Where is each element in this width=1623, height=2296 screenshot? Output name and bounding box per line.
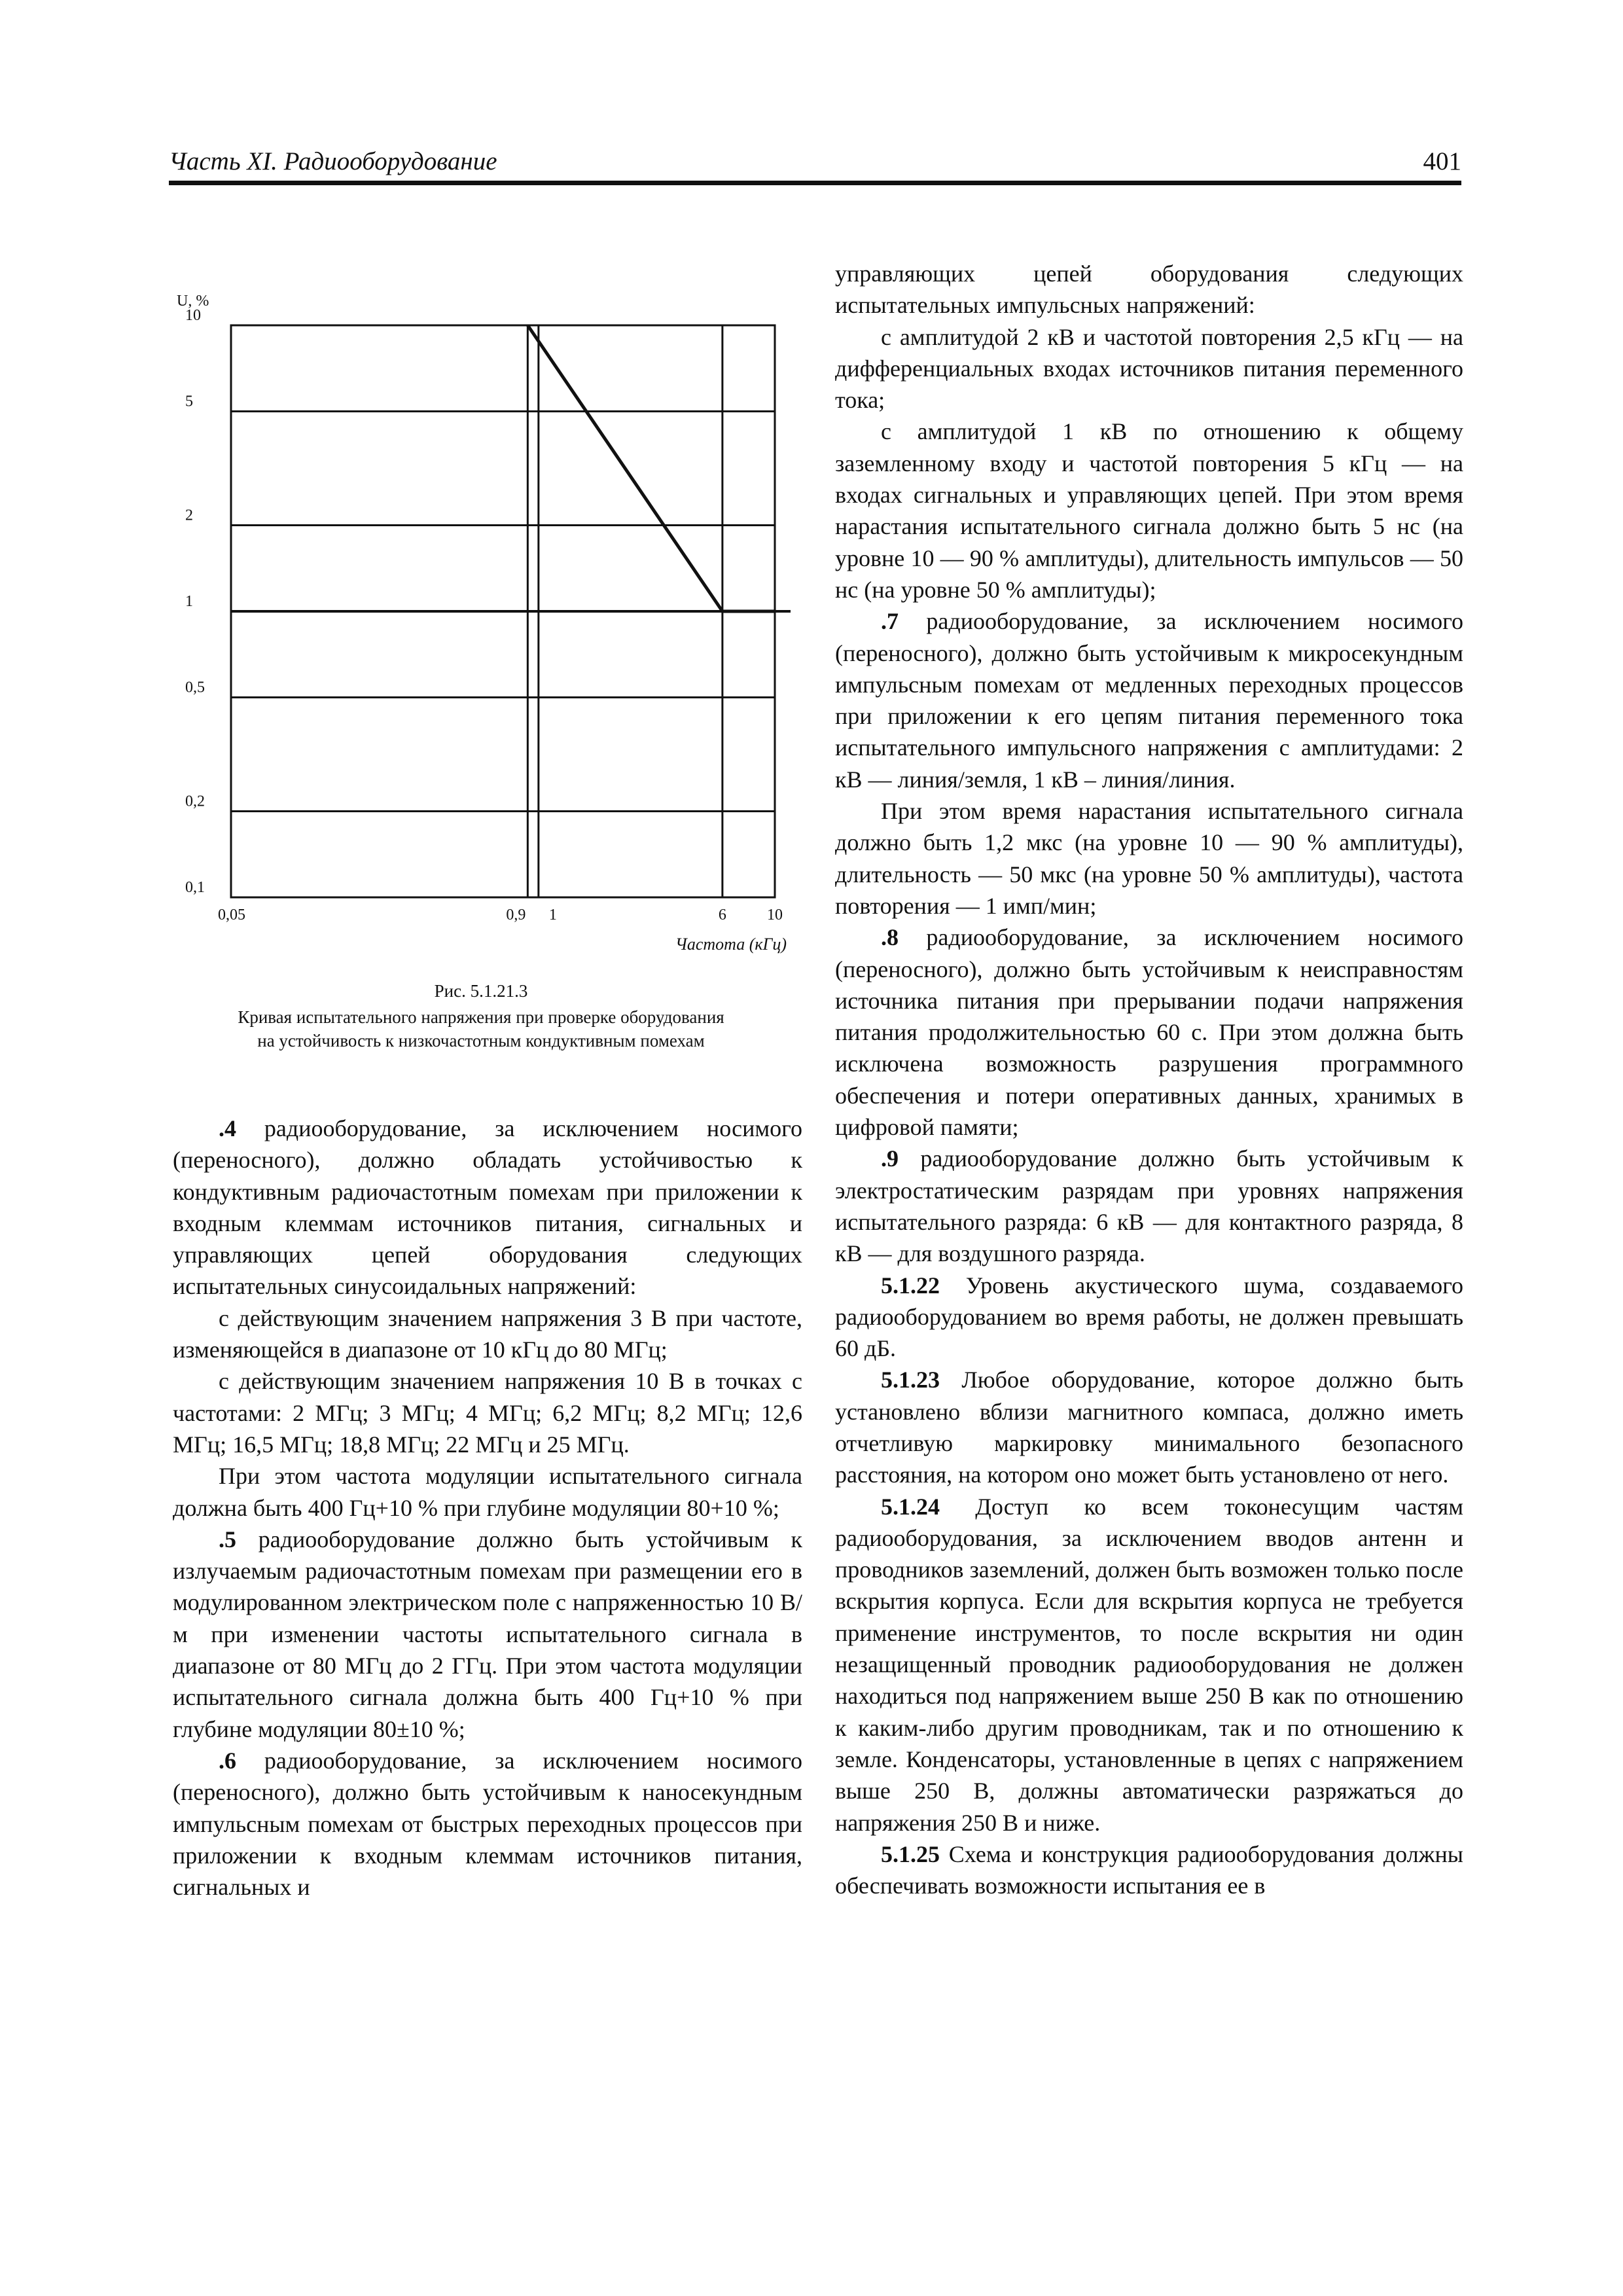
paragraph [835, 795, 1463, 922]
paragraph [173, 1524, 802, 1745]
paragraph [835, 1270, 1463, 1365]
clause-number: 5.1.22 [881, 1272, 940, 1299]
y-tick-label: 5 [185, 393, 193, 410]
paragraph-text: При этом время нарастания испытательного сигнала должно быть 1,2 мкс (на уровне 10 — 90 % амплитуды), длительность — 50 мкс (на уровне 50 % амплитуды), частота повторения — 1 имп/мин; [835, 798, 1463, 919]
paragraph [173, 1365, 802, 1460]
figure-chart [157, 275, 805, 956]
paragraph-text: радиооборудование, за исключением носимого (переносного), должно быть устойчивым к наносекундным импульсным помехам от быстрых переходных процессов при приложении к входным клеммам источников питания, сигнальных и [173, 1747, 802, 1901]
clause-number: .8 [881, 924, 899, 951]
paragraph [835, 321, 1463, 416]
clause-number: .4 [219, 1115, 236, 1141]
paragraph-text: Уровень акустического шума, создаваемого радиооборудованием во время работы, не должен превышать 60 дБ. [835, 1272, 1463, 1362]
paragraph [173, 1302, 802, 1366]
data-series-line [527, 325, 775, 611]
x-tick-label: 1 [548, 906, 557, 924]
x-tick-label: 0,05 [218, 906, 245, 924]
paragraph [173, 1460, 802, 1524]
paragraph-text: Доступ ко всем токонесущим частям радиооборудования, за исключением вводов антенн и проводников заземлений, должен быть возможен только после вскрытия корпуса. Если для вскрытия корпуса не требуется применение инструментов, то после вскрытия ни один незащищенный проводник радиооборудования не должен находиться под напряжением выше 250 В как по отношению к каким-либо другим проводникам, так и по отношению к земле. Конденсаторы, установленные в цепях с напряжением выше 250 В, должны автоматически разряжаться до напряжения 250 В и ниже. [835, 1493, 1463, 1836]
left-text-column [173, 1113, 802, 1903]
x-tick-label: 10 [767, 906, 783, 924]
y-tick-label: 2 [185, 507, 193, 524]
paragraph [835, 1839, 1463, 1902]
paragraph-text: с амплитудой 2 кВ и частотой повторения 2,5 кГц — на дифференциальных входах источников питания переменного тока; [835, 323, 1463, 414]
paragraph [835, 416, 1463, 605]
paragraph [835, 1143, 1463, 1269]
y-tick-label: 1 [185, 593, 193, 610]
clause-number: .7 [881, 608, 899, 635]
y-tick-label: 0,1 [185, 879, 205, 896]
paragraph-text: радиооборудование должно быть устойчивым к электростатическим разрядам при уровнях напряжения испытательного разряда: 6 кВ — для контактного разряда, 8 кВ — для воздушного разряда. [835, 1145, 1463, 1267]
clause-number: .9 [881, 1145, 899, 1172]
header-rule [169, 181, 1461, 185]
x-tick-label: 6 [718, 906, 726, 924]
paragraph-text: Любое оборудование, которое должно быть установлено вблизи магнитного компаса, должно иметь отчетливую маркировку минимального безопасного расстояния, на котором оно может быть установлено от него. [835, 1367, 1463, 1488]
chart-svg [157, 275, 805, 956]
y-tick-label: 10 [185, 307, 201, 324]
paragraph-text: с амплитудой 1 кВ по отношению к общему заземленному входу и частотой повторения 5 кГц — на входах сигнальных и управляющих цепей. При этом время нарастания испытательного сигнала должно быть 5 нс (на уровне 10 — 90 % амплитуды), длительность импульсов — 50 нс (на уровне 50 % амплитуды); [835, 418, 1463, 603]
running-title: Часть XI. Радиооборудование [169, 147, 497, 175]
x-tick-label: 0,9 [506, 906, 526, 924]
figure-number: Рис. 5.1.21.3 [434, 981, 528, 1001]
figure-caption [157, 1005, 805, 1052]
paragraph-text: радиооборудование, за исключением носимого (переносного), должно быть устойчивым к неисправностям источника питания при прерывании подачи напряжения питания продолжительностью 60 с. При этом должна быть исключена возможность разрушения программного обеспечения и потери оперативных данных, хранимых в цифровой памяти; [835, 924, 1463, 1141]
paragraph-text: управляющих цепей оборудования следующих испытательных импульсных напряжений: [835, 260, 1463, 319]
clause-number: .6 [219, 1747, 236, 1774]
clause-number: 5.1.23 [881, 1367, 940, 1393]
paragraph-text: с действующим значением напряжения 3 В при частоте, изменяющейся в диапазоне от 10 кГц до 80 МГц; [173, 1304, 802, 1363]
paragraph [173, 1113, 802, 1302]
paragraph [835, 1491, 1463, 1839]
clause-number: 5.1.25 [881, 1840, 940, 1867]
paragraph [835, 1364, 1463, 1490]
paragraph-text: радиооборудование должно быть устойчивым к излучаемым радиочастотным помехам при размещении его в модулированном электрическом поле с напряженностью 10 В/м при изменении частоты испытательного сигнала в диапазоне от 80 МГц до 2 ГГц. При этом частота модуляции испытательного сигнала должна быть 400 Гц+10 % при глубине модуляции 80±10 %; [173, 1526, 802, 1742]
paragraph [835, 605, 1463, 795]
right-text-column [835, 258, 1463, 1901]
y-tick-label: 0,2 [185, 793, 205, 810]
clause-number: 5.1.24 [881, 1493, 940, 1520]
paragraph [173, 1745, 802, 1903]
figure-caption-line-2: на устойчивость к низкочастотным кондуктивным помехам [257, 1031, 705, 1050]
y-axis-label: U, % [177, 293, 209, 310]
paragraph-text: радиооборудование, за исключением носимого (переносного), должно обладать устойчивостью к кондуктивным радиочастотным помехам при приложении к входным клеммам источников питания, сигнальных и управляющих цепей оборудования следующих испытательных синусоидальных напряжений: [173, 1115, 802, 1300]
figure-caption-line-1: Кривая испытательного напряжения при проверке оборудования [238, 1007, 724, 1027]
paragraph-text: Схема и конструкция радиооборудования должны обеспечивать возможности испытания ее в [835, 1840, 1463, 1899]
paragraph-text: радиооборудование, за исключением носимого (переносного), должно быть устойчивым к микросекундным импульсным помехам от медленных переходных процессов при приложении к его цепям питания переменного тока испытательного импульсного напряжения с амплитудами: 2 кВ — линия/земля, 1 кВ – линия/линия. [835, 608, 1463, 793]
paragraph-text: с действующим значением напряжения 10 В в точках с частотами: 2 МГц; 3 МГц; 4 МГц; 6,2 МГц; 8,2 МГц; 12,6 МГц; 16,5 МГц; 18,8 МГц; 22 МГц и 25 МГц. [173, 1368, 802, 1458]
paragraph [835, 258, 1463, 321]
clause-number: .5 [219, 1526, 236, 1552]
page-header [169, 145, 1461, 186]
paragraph [835, 922, 1463, 1143]
page-number: 401 [1423, 147, 1461, 175]
x-axis-label: Частота (кГц) [675, 935, 787, 954]
y-tick-label: 0,5 [185, 679, 205, 696]
paragraph-text: При этом частота модуляции испытательного сигнала должна быть 400 Гц+10 % при глубине модуляции 80+10 %; [173, 1463, 802, 1521]
